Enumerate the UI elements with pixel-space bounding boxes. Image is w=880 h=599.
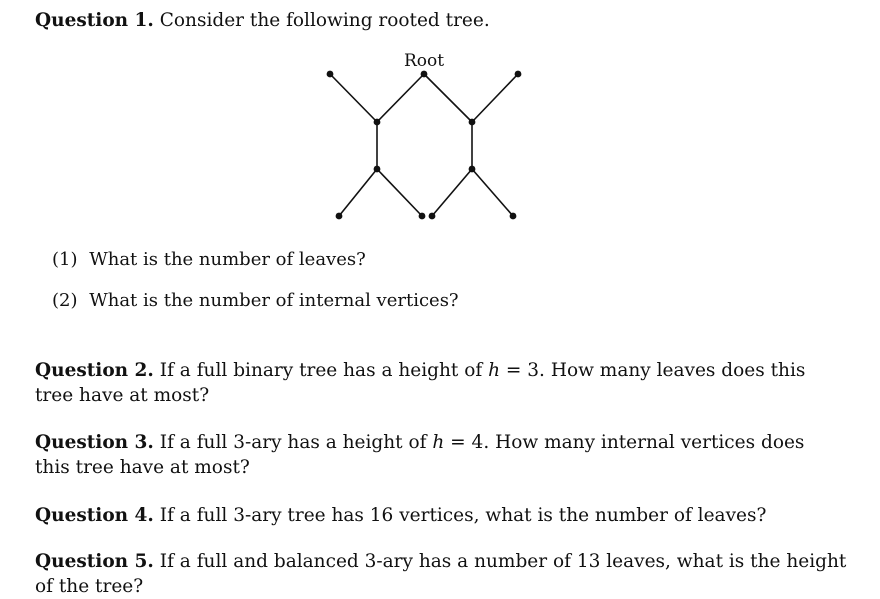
tree-vertex (510, 213, 517, 220)
question-3-label: Question 3. (35, 432, 154, 453)
q1-part-2-text: What is the number of internal vertices? (89, 290, 459, 311)
question-4-label: Question 4. (35, 505, 154, 526)
q1-part-1-text: What is the number of leaves? (89, 249, 366, 270)
question-3 (35, 430, 840, 480)
q1-part-1 (52, 248, 366, 272)
question-3-pre: If a full 3-ary has a height of (159, 432, 427, 453)
question-4-text: If a full 3-ary tree has 16 vertices, what is the number of leaves? (159, 505, 767, 526)
tree-vertex (336, 213, 343, 220)
question-1-label: Question 1. (35, 10, 154, 31)
tree-edge (330, 74, 377, 122)
tree-edge (339, 169, 377, 216)
question-2-post: How many leaves does this tree have at most? (35, 360, 806, 406)
tree-edge (472, 169, 513, 216)
tree-vertex (429, 213, 436, 220)
tree-edge (472, 74, 518, 122)
tree-vertex (419, 213, 426, 220)
tree-edge (432, 169, 472, 216)
root-label: Root (404, 51, 445, 71)
tree-vertex (374, 166, 381, 173)
q1-part-2 (52, 289, 459, 313)
tree-vertex (374, 119, 381, 126)
question-5-label: Question 5. (35, 551, 154, 572)
tree-edge (377, 74, 424, 122)
question-3-eq: = 4. (444, 432, 490, 453)
question-2-pre: If a full binary tree has a height of (159, 360, 483, 381)
tree-vertex (469, 119, 476, 126)
tree-edge (377, 169, 422, 216)
question-3-variable: h (432, 432, 445, 453)
tree-root-vertex (421, 71, 428, 78)
tree-vertex (515, 71, 522, 78)
question-3-post: How many internal vertices does this tree have at most? (35, 432, 805, 478)
q1-part-2-number: (2) (52, 290, 78, 311)
question-4 (35, 503, 840, 528)
tree-vertex (469, 166, 476, 173)
question-5-text: If a full and balanced 3-ary has a number of 13 leaves, what is the height of the tree? (35, 551, 847, 597)
q1-part-1-number: (1) (52, 249, 78, 270)
question-2-variable: h (488, 360, 501, 381)
tree-edge (424, 74, 472, 122)
question-5 (35, 549, 870, 599)
tree-vertex (327, 71, 334, 78)
question-2-eq: = 3. (500, 360, 545, 381)
question-2 (35, 358, 840, 408)
question-2-label: Question 2. (35, 360, 154, 381)
question-1-text: Consider the following rooted tree. (159, 10, 490, 31)
